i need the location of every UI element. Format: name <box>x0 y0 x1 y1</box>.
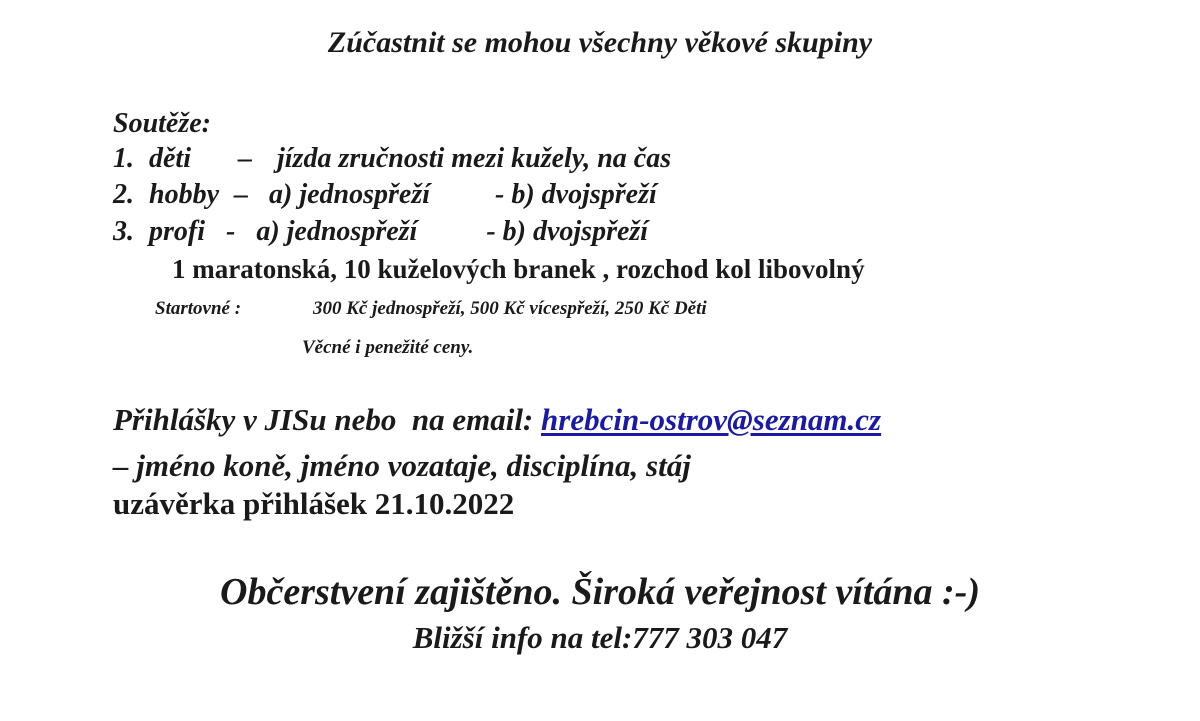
competition-option-a: a) jednospřeží <box>256 216 418 247</box>
competition-separator: - <box>226 216 236 247</box>
competition-number: 1. <box>113 143 134 174</box>
contact-info: Bližší info na tel:777 303 047 <box>412 620 788 655</box>
competition-detail: jízda zručnosti mezi kužely, na čas <box>277 143 672 174</box>
entry-fee-value: 300 Kč jednospřeží, 500 Kč vícespřeží, 250 Kč Děti <box>313 298 707 319</box>
refreshments-text: Občerstvení zajištěno. Široká veřejnost vítána :-) <box>220 571 980 613</box>
email-link[interactable]: hrebcin-ostrov@seznam.cz <box>541 402 882 437</box>
competition-separator: – <box>234 179 248 210</box>
signup-details: – jméno koně, jméno vozataje, disciplína, stáj <box>113 448 691 483</box>
flyer-title: Zúčastnit se mohou všechny věkové skupiny <box>327 26 873 59</box>
competition-category: děti <box>149 143 191 174</box>
competition-item-hobby <box>113 179 657 211</box>
competition-number: 3. <box>113 216 134 247</box>
entry-fee-label: Startovné : <box>155 298 242 319</box>
prizes-text: Věcné i penežité ceny. <box>302 337 474 358</box>
competition-category: profi <box>149 216 205 247</box>
competition-option-a: a) jednospřeží <box>269 179 430 210</box>
competition-separator: – <box>238 143 252 174</box>
signup-line <box>113 402 881 438</box>
competition-number: 2. <box>113 179 134 210</box>
competition-item-profi <box>113 216 648 248</box>
competition-item-children <box>113 143 671 175</box>
competitions-heading: Soutěže: <box>113 108 211 139</box>
signup-deadline: uzávěrka přihlášek 21.10.2022 <box>113 486 515 521</box>
competition-option-b: - b) dvojspřeží <box>495 179 657 210</box>
signup-prefix: Přihlášky v JISu nebo na email: <box>113 402 542 437</box>
competition-rules: 1 maratonská, 10 kuželových branek , rozchod kol libovolný <box>172 254 865 284</box>
competition-option-b: - b) dvojspřeží <box>486 216 649 247</box>
competition-category: hobby <box>149 179 219 210</box>
